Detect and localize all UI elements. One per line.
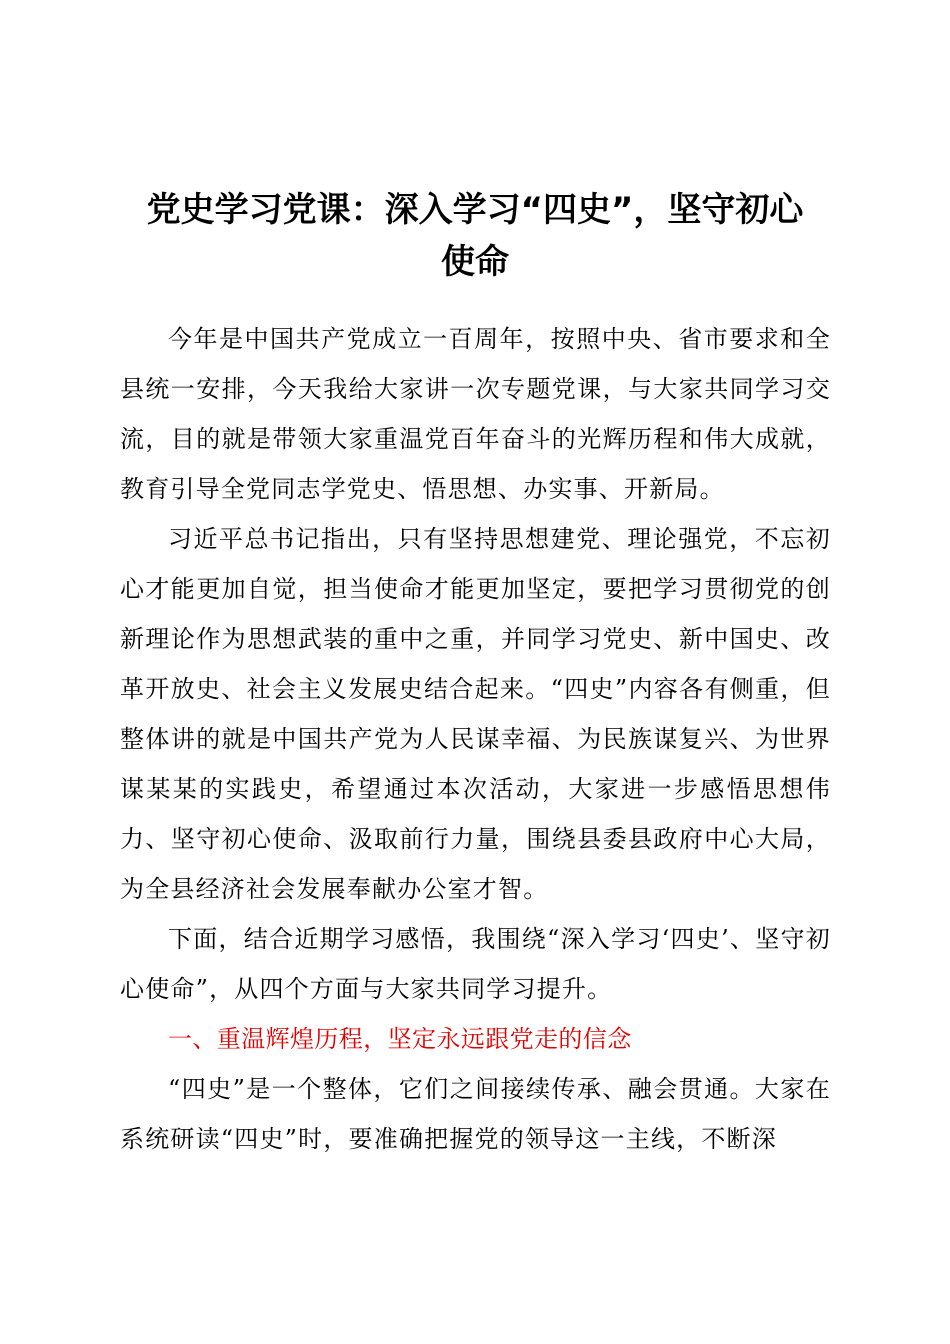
title-line-2: 使命 bbox=[441, 242, 509, 282]
paragraph-outline: 下面，结合近期学习感悟，我围绕“深入学习‘四史’、坚守初心使命”，从四个方面与大家共同学习提升。 bbox=[120, 925, 831, 1003]
paragraph-quote: 习近平总书记指出，只有坚持思想建党、理论强党，不忘初心才能更加自觉，担当使命才能更加坚定，要把学习贯彻党的创新理论作为思想武装的重中之重，并同学习党史、新中国史、改革开放史、社会主义发展史结合起来。“四史”内容各有侧重，但整体讲的就是中国共产党为人民谋幸福、为民族谋复兴、为世界谋某某的实践史，希望通过本次活动，大家进一步感悟思想伟力、坚守初心使命、汲取前行力量，围绕县委县政府中心大局，为全县经济社会发展奉献办公室才智。 bbox=[120, 525, 831, 903]
document-title bbox=[110, 184, 840, 288]
document-body bbox=[120, 314, 831, 1164]
section-heading-1: 一、重温辉煌历程，坚定永远跟党走的信念 bbox=[168, 1025, 632, 1053]
title-line-1: 党史学习党课：深入学习“四史”，坚守初心 bbox=[146, 190, 804, 230]
paragraph-section-1: “四史”是一个整体，它们之间接续传承、融会贯通。大家在系统研读“四史”时，要准确把握党的领导这一主线，不断深 bbox=[120, 1075, 831, 1153]
paragraph-intro: 今年是中国共产党成立一百周年，按照中央、省市要求和全县统一安排，今天我给大家讲一次专题党课，与大家共同学习交流，目的就是带领大家重温党百年奋斗的光辉历程和伟大成就，教育引导全党同志学党史、悟思想、办实事、开新局。 bbox=[120, 325, 831, 503]
